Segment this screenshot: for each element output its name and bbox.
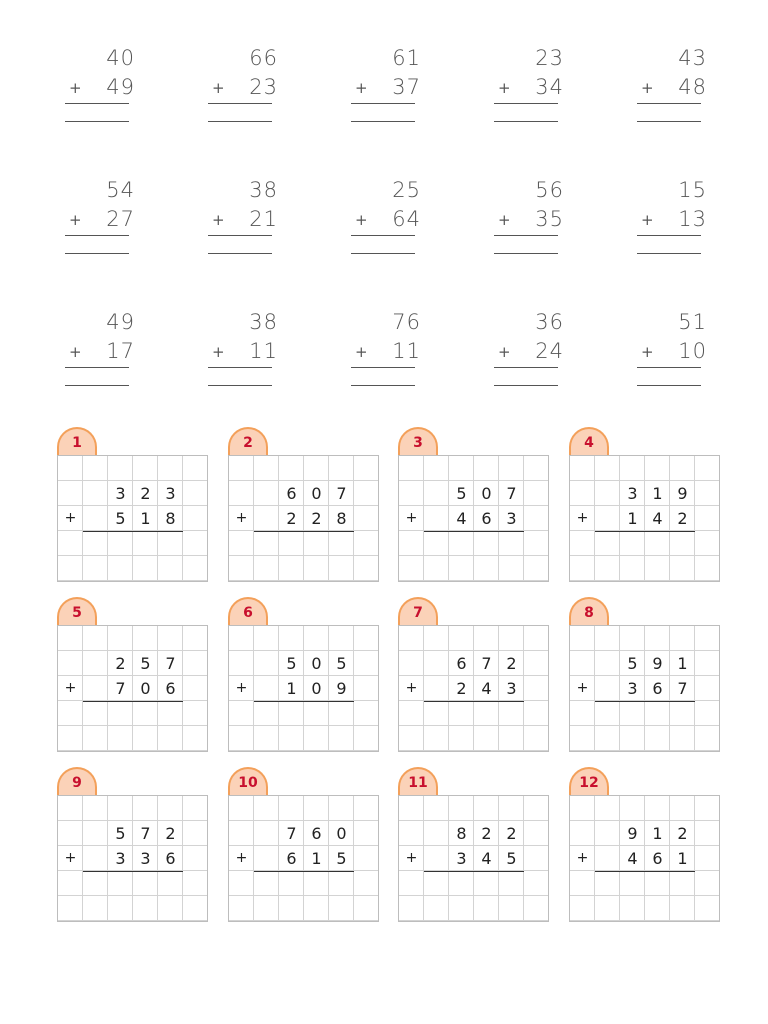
digit-cell: 5: [336, 654, 347, 673]
sum-line: [65, 103, 129, 104]
grid-problem: [57, 597, 209, 757]
digit-cell: 6: [165, 849, 176, 868]
plus-sign: +: [498, 79, 511, 97]
answer-line[interactable]: [208, 121, 272, 122]
digit-grid[interactable]: [398, 455, 549, 582]
plus-sign: +: [355, 343, 368, 361]
digit-cell: 0: [140, 679, 151, 698]
addition-problem: [637, 177, 707, 267]
digit-cell: 3: [456, 849, 467, 868]
problem-number-badge: 3: [398, 427, 438, 455]
plus-sign: +: [355, 211, 368, 229]
sum-line: [208, 103, 272, 104]
digit-cell: 1: [677, 849, 688, 868]
plus-sign: +: [64, 510, 77, 526]
grid-problem: [57, 427, 209, 587]
sum-line: [637, 235, 701, 236]
digit-cell: 6: [311, 824, 322, 843]
digit-cell: 6: [456, 654, 467, 673]
sum-line: [351, 235, 415, 236]
digit-cell: 1: [627, 509, 638, 528]
digit-cell: 3: [115, 484, 126, 503]
digit-cell: 4: [481, 849, 492, 868]
problem-number-badge: 4: [569, 427, 609, 455]
digit-grid[interactable]: [569, 625, 720, 752]
grid-problem: [228, 767, 380, 927]
answer-line[interactable]: [637, 385, 701, 386]
digit-cell: 7: [115, 679, 126, 698]
digit-cell: 1: [286, 679, 297, 698]
grid-problem: [228, 427, 380, 587]
addend-bottom: 13: [678, 207, 707, 231]
addend-bottom: 48: [678, 75, 707, 99]
addition-problem: [351, 45, 421, 135]
plus-sign: +: [405, 680, 418, 696]
sum-line: [65, 235, 129, 236]
addition-problem: [637, 45, 707, 135]
digit-cell: 2: [506, 654, 517, 673]
addend-top: 43: [678, 46, 707, 70]
digit-cell: 5: [140, 654, 151, 673]
plus-sign: +: [212, 211, 225, 229]
grid-problem: [398, 767, 550, 927]
plus-sign: +: [212, 343, 225, 361]
addition-problem: [208, 309, 278, 399]
plus-sign: +: [64, 850, 77, 866]
digit-cell: 2: [677, 509, 688, 528]
digit-cell: 2: [481, 824, 492, 843]
answer-line[interactable]: [494, 385, 558, 386]
problem-number-badge: 5: [57, 597, 97, 625]
answer-line[interactable]: [65, 385, 129, 386]
plus-sign: +: [498, 343, 511, 361]
sum-line: [424, 531, 524, 532]
addition-problem: [208, 177, 278, 267]
digit-grid[interactable]: [398, 625, 549, 752]
plus-sign: +: [235, 850, 248, 866]
digit-cell: 5: [115, 824, 126, 843]
digit-cell: 0: [336, 824, 347, 843]
addend-bottom: 24: [535, 339, 564, 363]
digit-cell: 3: [140, 849, 151, 868]
addend-bottom: 11: [392, 339, 421, 363]
digit-cell: 8: [336, 509, 347, 528]
digit-cell: 1: [140, 509, 151, 528]
plus-sign: +: [69, 79, 82, 97]
addend-top: 40: [106, 46, 135, 70]
digit-cell: 6: [652, 849, 663, 868]
digit-cell: 3: [506, 679, 517, 698]
answer-line[interactable]: [351, 253, 415, 254]
addition-problem: [351, 177, 421, 267]
answer-line[interactable]: [494, 121, 558, 122]
digit-cell: 0: [311, 484, 322, 503]
sum-line: [254, 701, 354, 702]
digit-cell: 1: [677, 654, 688, 673]
digit-cell: 2: [140, 484, 151, 503]
digit-cell: 7: [140, 824, 151, 843]
digit-cell: 2: [165, 824, 176, 843]
problem-number-badge: 1: [57, 427, 97, 455]
digit-cell: 9: [627, 824, 638, 843]
digit-grid[interactable]: [228, 455, 379, 582]
grid-problem: [569, 767, 721, 927]
addend-top: 36: [535, 310, 564, 334]
answer-line[interactable]: [65, 253, 129, 254]
sum-line: [595, 701, 695, 702]
digit-cell: 8: [165, 509, 176, 528]
answer-line[interactable]: [637, 253, 701, 254]
digit-cell: 4: [652, 509, 663, 528]
digit-cell: 1: [652, 824, 663, 843]
addend-top: 51: [678, 310, 707, 334]
digit-cell: 3: [627, 679, 638, 698]
sum-line: [83, 701, 183, 702]
plus-sign: +: [641, 211, 654, 229]
digit-cell: 4: [481, 679, 492, 698]
addend-bottom: 34: [535, 75, 564, 99]
addend-top: 25: [392, 178, 421, 202]
digit-grid[interactable]: [57, 795, 208, 922]
plus-sign: +: [576, 510, 589, 526]
digit-cell: 3: [506, 509, 517, 528]
digit-cell: 7: [286, 824, 297, 843]
sum-line: [424, 701, 524, 702]
digit-cell: 3: [627, 484, 638, 503]
problem-number-badge: 12: [569, 767, 609, 795]
digit-cell: 2: [677, 824, 688, 843]
problem-number-badge: 7: [398, 597, 438, 625]
digit-cell: 7: [165, 654, 176, 673]
digit-cell: 9: [336, 679, 347, 698]
plus-sign: +: [64, 680, 77, 696]
addend-bottom: 11: [249, 339, 278, 363]
answer-line[interactable]: [494, 253, 558, 254]
sum-line: [494, 235, 558, 236]
addend-bottom: 10: [678, 339, 707, 363]
digit-cell: 5: [336, 849, 347, 868]
addend-bottom: 23: [249, 75, 278, 99]
plus-sign: +: [641, 79, 654, 97]
addend-bottom: 27: [106, 207, 135, 231]
digit-cell: 1: [311, 849, 322, 868]
plus-sign: +: [235, 510, 248, 526]
digit-cell: 6: [652, 679, 663, 698]
digit-grid[interactable]: [569, 455, 720, 582]
addend-bottom: 21: [249, 207, 278, 231]
answer-line[interactable]: [65, 121, 129, 122]
sum-line: [494, 103, 558, 104]
digit-cell: 3: [165, 484, 176, 503]
answer-line[interactable]: [351, 385, 415, 386]
digit-grid[interactable]: [398, 795, 549, 922]
addition-problem: [65, 309, 135, 399]
grid-problem: [398, 427, 550, 587]
addend-bottom: 64: [392, 207, 421, 231]
problem-number-badge: 2: [228, 427, 268, 455]
digit-cell: 6: [286, 484, 297, 503]
digit-cell: 5: [627, 654, 638, 673]
addend-top: 56: [535, 178, 564, 202]
grid-problem: [57, 767, 209, 927]
addend-top: 38: [249, 310, 278, 334]
addition-problem: [494, 45, 564, 135]
digit-cell: 5: [115, 509, 126, 528]
digit-cell: 2: [311, 509, 322, 528]
plus-sign: +: [576, 680, 589, 696]
digit-cell: 1: [652, 484, 663, 503]
plus-sign: +: [405, 850, 418, 866]
answer-line[interactable]: [637, 121, 701, 122]
addend-top: 54: [106, 178, 135, 202]
digit-cell: 7: [506, 484, 517, 503]
digit-cell: 8: [456, 824, 467, 843]
answer-line[interactable]: [208, 253, 272, 254]
sum-line: [83, 871, 183, 872]
problem-number-badge: 6: [228, 597, 268, 625]
addend-top: 76: [392, 310, 421, 334]
addend-bottom: 17: [106, 339, 135, 363]
digit-cell: 4: [456, 509, 467, 528]
digit-grid[interactable]: [57, 625, 208, 752]
addition-problem: [208, 45, 278, 135]
grid-problem: [569, 427, 721, 587]
addend-bottom: 35: [535, 207, 564, 231]
digit-cell: 5: [286, 654, 297, 673]
addition-problem: [494, 177, 564, 267]
digit-cell: 3: [115, 849, 126, 868]
problem-number-badge: 8: [569, 597, 609, 625]
addend-top: 23: [535, 46, 564, 70]
digit-cell: 7: [336, 484, 347, 503]
answer-line[interactable]: [208, 385, 272, 386]
sum-line: [637, 103, 701, 104]
digit-cell: 5: [506, 849, 517, 868]
addend-top: 66: [249, 46, 278, 70]
digit-grid[interactable]: [569, 795, 720, 922]
sum-line: [208, 235, 272, 236]
digit-cell: 6: [165, 679, 176, 698]
digit-cell: 6: [481, 509, 492, 528]
plus-sign: +: [355, 79, 368, 97]
digit-cell: 9: [652, 654, 663, 673]
digit-cell: 0: [311, 654, 322, 673]
addition-problem: [65, 177, 135, 267]
plus-sign: +: [576, 850, 589, 866]
digit-grid[interactable]: [228, 795, 379, 922]
grid-problem: [569, 597, 721, 757]
grid-problem: [398, 597, 550, 757]
problem-number-badge: 10: [228, 767, 268, 795]
plus-sign: +: [212, 79, 225, 97]
problem-number-badge: 9: [57, 767, 97, 795]
plus-sign: +: [405, 510, 418, 526]
digit-cell: 7: [677, 679, 688, 698]
digit-cell: 9: [677, 484, 688, 503]
plus-sign: +: [69, 211, 82, 229]
addend-top: 38: [249, 178, 278, 202]
digit-grid[interactable]: [228, 625, 379, 752]
digit-cell: 2: [115, 654, 126, 673]
digit-cell: 2: [456, 679, 467, 698]
answer-line[interactable]: [351, 121, 415, 122]
sum-line: [208, 367, 272, 368]
sum-line: [83, 531, 183, 532]
addend-bottom: 37: [392, 75, 421, 99]
sum-line: [65, 367, 129, 368]
addition-problem: [351, 309, 421, 399]
sum-line: [424, 871, 524, 872]
addition-problem: [637, 309, 707, 399]
digit-cell: 2: [506, 824, 517, 843]
sum-line: [351, 367, 415, 368]
sum-line: [595, 871, 695, 872]
digit-cell: 4: [627, 849, 638, 868]
grid-problem: [228, 597, 380, 757]
digit-cell: 2: [286, 509, 297, 528]
plus-sign: +: [498, 211, 511, 229]
digit-cell: 6: [286, 849, 297, 868]
plus-sign: +: [641, 343, 654, 361]
sum-line: [351, 103, 415, 104]
addend-top: 49: [106, 310, 135, 334]
addend-bottom: 49: [106, 75, 135, 99]
plus-sign: +: [235, 680, 248, 696]
digit-grid[interactable]: [57, 455, 208, 582]
sum-line: [254, 531, 354, 532]
sum-line: [254, 871, 354, 872]
sum-line: [595, 531, 695, 532]
addition-problem: [65, 45, 135, 135]
digit-cell: 5: [456, 484, 467, 503]
addend-top: 15: [678, 178, 707, 202]
digit-cell: 0: [481, 484, 492, 503]
digit-cell: 0: [311, 679, 322, 698]
addend-top: 61: [392, 46, 421, 70]
addition-problem: [494, 309, 564, 399]
problem-number-badge: 11: [398, 767, 438, 795]
sum-line: [494, 367, 558, 368]
plus-sign: +: [69, 343, 82, 361]
digit-cell: 7: [481, 654, 492, 673]
sum-line: [637, 367, 701, 368]
